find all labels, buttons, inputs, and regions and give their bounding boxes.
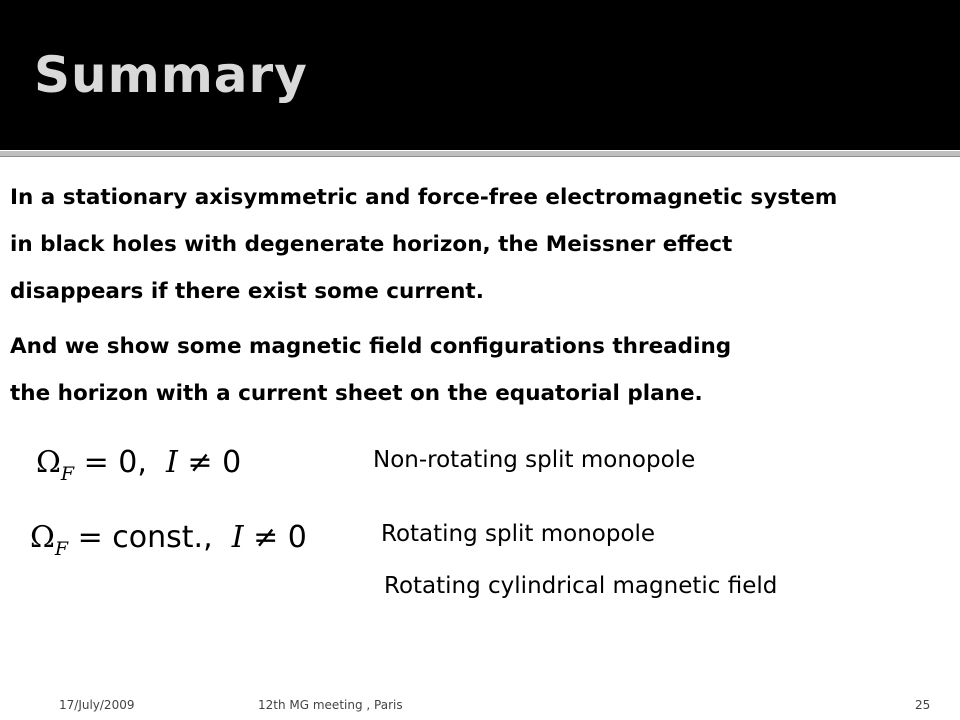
omega-symbol: Ω [36,445,61,480]
current-symbol: I [166,445,178,480]
label-rotating-cylindrical-field: Rotating cylindrical magnetic field [384,573,778,599]
omega-value: 0, [118,445,147,480]
footer-page-number: 25 [915,698,931,712]
label-non-rotating-split-monopole: Non-rotating split monopole [373,447,696,473]
omega-subscript: F [60,463,75,485]
paragraph-1-line-3: disappears if there exist some current. [10,279,484,304]
paragraph-2-line-1: And we show some magnetic field configurations threading [10,334,732,359]
paragraph-1-line-1: In a stationary axisymmetric and force-free electromagnetic system [10,185,838,210]
equals-sign: = [83,445,109,480]
slide-title: Summary [34,46,308,104]
omega-value: const., [112,520,213,555]
current-symbol: I [231,520,244,555]
equals-sign: = [77,520,103,555]
summary-paragraph-2 [10,323,731,417]
summary-paragraph-1 [10,174,837,315]
footer-meeting: 12th MG meeting , Paris [258,698,403,712]
paragraph-2-line-2: the horizon with a current sheet on the equatorial plane. [10,381,703,406]
not-equal-sign: ≠ [187,445,213,480]
current-value: 0 [222,445,242,480]
omega-subscript: F [54,538,69,560]
equation-non-rotating [36,445,241,485]
title-bar [0,0,960,150]
paragraph-1-line-2: in black holes with degenerate horizon, the Meissner effect [10,232,733,257]
label-rotating-split-monopole: Rotating split monopole [381,521,656,547]
omega-symbol: Ω [30,520,55,555]
current-value: 0 [287,520,307,555]
title-divider [0,151,960,157]
footer-date: 17/July/2009 [59,698,135,712]
not-equal-sign: ≠ [253,520,279,555]
equation-rotating [30,520,307,560]
